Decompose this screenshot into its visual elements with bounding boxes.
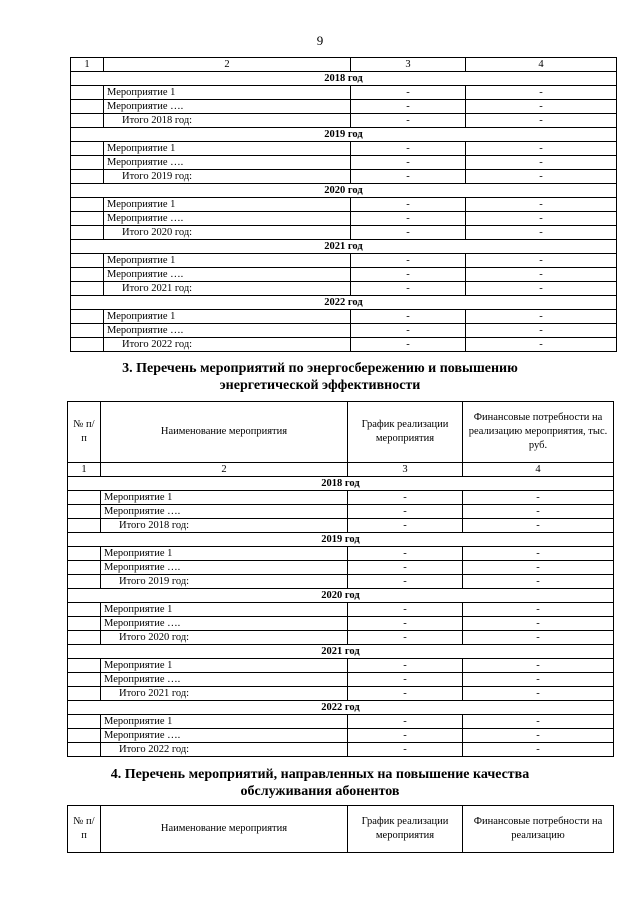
year-heading: 2020 год bbox=[68, 589, 614, 603]
col-num-1: 1 bbox=[71, 58, 104, 72]
cell-schedule: - bbox=[348, 575, 463, 589]
cell-schedule: - bbox=[348, 603, 463, 617]
table-energy-saving bbox=[67, 401, 614, 757]
cell-finance: - bbox=[463, 729, 614, 743]
header-schedule: График реализации мероприятия bbox=[348, 806, 463, 853]
cell-name: Итого 2019 год: bbox=[104, 170, 351, 184]
year-row bbox=[71, 296, 617, 310]
cell-num bbox=[68, 519, 101, 533]
cell-num bbox=[71, 324, 104, 338]
cell-num bbox=[71, 338, 104, 352]
total-row bbox=[71, 170, 617, 184]
header-num: № п/п bbox=[68, 806, 101, 853]
table-row bbox=[68, 715, 614, 729]
total-row bbox=[71, 114, 617, 128]
col-num-1: 1 bbox=[68, 463, 101, 477]
cell-name: Мероприятие …. bbox=[101, 729, 348, 743]
cell-schedule: - bbox=[351, 310, 466, 324]
table-row bbox=[71, 254, 617, 268]
cell-name: Мероприятие …. bbox=[104, 100, 351, 114]
cell-schedule: - bbox=[348, 491, 463, 505]
table-row bbox=[68, 603, 614, 617]
cell-num bbox=[71, 142, 104, 156]
total-row bbox=[68, 687, 614, 701]
header-name: Наименование мероприятия bbox=[101, 402, 348, 463]
header-schedule: График реализации мероприятия bbox=[348, 402, 463, 463]
year-heading: 2021 год bbox=[71, 240, 617, 254]
cell-name: Мероприятие …. bbox=[101, 617, 348, 631]
cell-num bbox=[68, 673, 101, 687]
year-heading: 2018 год bbox=[68, 477, 614, 491]
section3-title bbox=[0, 360, 640, 394]
cell-finance: - bbox=[466, 198, 617, 212]
column-number-row bbox=[71, 58, 617, 72]
cell-schedule: - bbox=[351, 226, 466, 240]
section3-title-line1: 3. Перечень мероприятий по энергосбережению и повышению bbox=[122, 361, 518, 376]
cell-num bbox=[71, 198, 104, 212]
cell-schedule: - bbox=[348, 547, 463, 561]
cell-name: Мероприятие 1 bbox=[101, 603, 348, 617]
cell-name: Мероприятие 1 bbox=[101, 547, 348, 561]
cell-num bbox=[68, 743, 101, 757]
year-heading: 2022 год bbox=[68, 701, 614, 715]
cell-finance: - bbox=[466, 268, 617, 282]
cell-finance: - bbox=[466, 324, 617, 338]
cell-name: Мероприятие 1 bbox=[104, 198, 351, 212]
cell-schedule: - bbox=[348, 743, 463, 757]
year-heading: 2019 год bbox=[68, 533, 614, 547]
cell-name: Мероприятие 1 bbox=[101, 659, 348, 673]
section3-title-line2: энергетической эффективности bbox=[219, 378, 421, 393]
cell-num bbox=[71, 310, 104, 324]
year-row bbox=[71, 72, 617, 86]
cell-name: Итого 2019 год: bbox=[101, 575, 348, 589]
table-row bbox=[71, 310, 617, 324]
cell-name: Итого 2020 год: bbox=[104, 226, 351, 240]
table-row bbox=[71, 324, 617, 338]
cell-finance: - bbox=[466, 86, 617, 100]
year-row bbox=[68, 533, 614, 547]
cell-finance: - bbox=[463, 617, 614, 631]
cell-name: Мероприятие …. bbox=[101, 505, 348, 519]
header-finance: Финансовые потребности на реализацию мероприятия, тыс. руб. bbox=[463, 402, 614, 463]
cell-name: Итого 2018 год: bbox=[104, 114, 351, 128]
cell-finance: - bbox=[463, 687, 614, 701]
cell-schedule: - bbox=[351, 114, 466, 128]
table-row bbox=[68, 659, 614, 673]
cell-num bbox=[71, 268, 104, 282]
cell-num bbox=[71, 114, 104, 128]
cell-schedule: - bbox=[351, 324, 466, 338]
cell-finance: - bbox=[463, 575, 614, 589]
table-continuation bbox=[70, 57, 617, 352]
cell-finance: - bbox=[466, 114, 617, 128]
cell-num bbox=[71, 170, 104, 184]
year-row bbox=[68, 645, 614, 659]
cell-name: Итого 2020 год: bbox=[101, 631, 348, 645]
cell-finance: - bbox=[466, 254, 617, 268]
col-num-2: 2 bbox=[101, 463, 348, 477]
cell-name: Итого 2022 год: bbox=[101, 743, 348, 757]
cell-finance: - bbox=[463, 673, 614, 687]
year-row bbox=[68, 701, 614, 715]
cell-name: Мероприятие 1 bbox=[104, 86, 351, 100]
cell-schedule: - bbox=[351, 170, 466, 184]
cell-name: Итого 2022 год: bbox=[104, 338, 351, 352]
cell-num bbox=[71, 156, 104, 170]
cell-finance: - bbox=[466, 156, 617, 170]
col-num-3: 3 bbox=[348, 463, 463, 477]
cell-finance: - bbox=[463, 505, 614, 519]
cell-schedule: - bbox=[348, 519, 463, 533]
header-finance: Финансовые потребности на реализацию bbox=[463, 806, 614, 853]
header-name: Наименование мероприятия bbox=[101, 806, 348, 853]
cell-finance: - bbox=[466, 212, 617, 226]
col-num-4: 4 bbox=[466, 58, 617, 72]
cell-name: Итого 2018 год: bbox=[101, 519, 348, 533]
cell-num bbox=[68, 575, 101, 589]
table-header-row bbox=[68, 806, 614, 853]
total-row bbox=[71, 226, 617, 240]
cell-finance: - bbox=[466, 338, 617, 352]
cell-num bbox=[68, 631, 101, 645]
cell-name: Итого 2021 год: bbox=[104, 282, 351, 296]
cell-name: Мероприятие 1 bbox=[101, 491, 348, 505]
total-row bbox=[68, 743, 614, 757]
cell-name: Мероприятие …. bbox=[101, 673, 348, 687]
cell-num bbox=[71, 100, 104, 114]
year-heading: 2021 год bbox=[68, 645, 614, 659]
page-number: 9 bbox=[316, 33, 324, 48]
table-row bbox=[71, 156, 617, 170]
table-row bbox=[68, 505, 614, 519]
cell-schedule: - bbox=[351, 86, 466, 100]
table-row bbox=[68, 617, 614, 631]
cell-name: Мероприятие …. bbox=[104, 268, 351, 282]
table-row bbox=[71, 212, 617, 226]
cell-finance: - bbox=[466, 142, 617, 156]
table-service-quality bbox=[67, 805, 614, 853]
table-header-row bbox=[68, 402, 614, 463]
table-row bbox=[68, 729, 614, 743]
total-row bbox=[68, 575, 614, 589]
cell-num bbox=[71, 282, 104, 296]
section4-title bbox=[0, 766, 640, 800]
table-row bbox=[68, 673, 614, 687]
cell-num bbox=[68, 729, 101, 743]
col-num-4: 4 bbox=[463, 463, 614, 477]
table-row bbox=[68, 547, 614, 561]
cell-schedule: - bbox=[351, 212, 466, 226]
cell-schedule: - bbox=[348, 729, 463, 743]
table-row bbox=[68, 561, 614, 575]
cell-finance: - bbox=[466, 226, 617, 240]
year-row bbox=[71, 128, 617, 142]
cell-num bbox=[68, 659, 101, 673]
cell-name: Мероприятие 1 bbox=[104, 310, 351, 324]
cell-name: Мероприятие …. bbox=[104, 212, 351, 226]
cell-schedule: - bbox=[348, 505, 463, 519]
header-num: № п/п bbox=[68, 402, 101, 463]
year-row bbox=[71, 184, 617, 198]
cell-finance: - bbox=[466, 310, 617, 324]
cell-num bbox=[68, 603, 101, 617]
cell-name: Мероприятие …. bbox=[104, 324, 351, 338]
cell-schedule: - bbox=[348, 715, 463, 729]
cell-finance: - bbox=[463, 743, 614, 757]
cell-name: Итого 2021 год: bbox=[101, 687, 348, 701]
cell-num bbox=[71, 254, 104, 268]
cell-finance: - bbox=[463, 603, 614, 617]
cell-name: Мероприятие 1 bbox=[101, 715, 348, 729]
year-heading: 2018 год bbox=[71, 72, 617, 86]
cell-finance: - bbox=[463, 631, 614, 645]
cell-num bbox=[71, 226, 104, 240]
cell-num bbox=[68, 491, 101, 505]
total-row bbox=[68, 519, 614, 533]
table-row bbox=[71, 198, 617, 212]
cell-schedule: - bbox=[351, 338, 466, 352]
year-row bbox=[71, 240, 617, 254]
total-row bbox=[71, 282, 617, 296]
cell-name: Мероприятие …. bbox=[104, 156, 351, 170]
cell-finance: - bbox=[466, 282, 617, 296]
year-row bbox=[68, 477, 614, 491]
cell-num bbox=[68, 547, 101, 561]
cell-schedule: - bbox=[351, 156, 466, 170]
total-row bbox=[71, 338, 617, 352]
cell-finance: - bbox=[463, 715, 614, 729]
cell-name: Мероприятие 1 bbox=[104, 254, 351, 268]
cell-finance: - bbox=[466, 100, 617, 114]
cell-num bbox=[71, 212, 104, 226]
cell-num bbox=[68, 561, 101, 575]
table-row bbox=[71, 142, 617, 156]
cell-schedule: - bbox=[351, 100, 466, 114]
cell-finance: - bbox=[463, 519, 614, 533]
year-heading: 2020 год bbox=[71, 184, 617, 198]
cell-num bbox=[68, 505, 101, 519]
cell-name: Мероприятие …. bbox=[101, 561, 348, 575]
cell-schedule: - bbox=[348, 687, 463, 701]
cell-finance: - bbox=[466, 170, 617, 184]
cell-finance: - bbox=[463, 561, 614, 575]
year-row bbox=[68, 589, 614, 603]
table-row bbox=[68, 491, 614, 505]
cell-schedule: - bbox=[348, 673, 463, 687]
cell-num bbox=[68, 687, 101, 701]
table-row bbox=[71, 268, 617, 282]
col-num-3: 3 bbox=[351, 58, 466, 72]
cell-num bbox=[68, 715, 101, 729]
cell-schedule: - bbox=[351, 268, 466, 282]
cell-num bbox=[71, 86, 104, 100]
section4-title-line2: обслуживания абонентов bbox=[240, 784, 400, 799]
cell-name: Мероприятие 1 bbox=[104, 142, 351, 156]
cell-schedule: - bbox=[351, 282, 466, 296]
cell-schedule: - bbox=[348, 631, 463, 645]
cell-finance: - bbox=[463, 491, 614, 505]
cell-num bbox=[68, 617, 101, 631]
column-number-row bbox=[68, 463, 614, 477]
year-heading: 2022 год bbox=[71, 296, 617, 310]
cell-schedule: - bbox=[348, 617, 463, 631]
cell-finance: - bbox=[463, 659, 614, 673]
col-num-2: 2 bbox=[104, 58, 351, 72]
year-heading: 2019 год bbox=[71, 128, 617, 142]
cell-schedule: - bbox=[351, 254, 466, 268]
cell-finance: - bbox=[463, 547, 614, 561]
cell-schedule: - bbox=[351, 198, 466, 212]
cell-schedule: - bbox=[351, 142, 466, 156]
cell-schedule: - bbox=[348, 561, 463, 575]
section4-title-line1: 4. Перечень мероприятий, направленных на повышение качества bbox=[110, 767, 530, 782]
table-row bbox=[71, 86, 617, 100]
table-row bbox=[71, 100, 617, 114]
cell-schedule: - bbox=[348, 659, 463, 673]
total-row bbox=[68, 631, 614, 645]
